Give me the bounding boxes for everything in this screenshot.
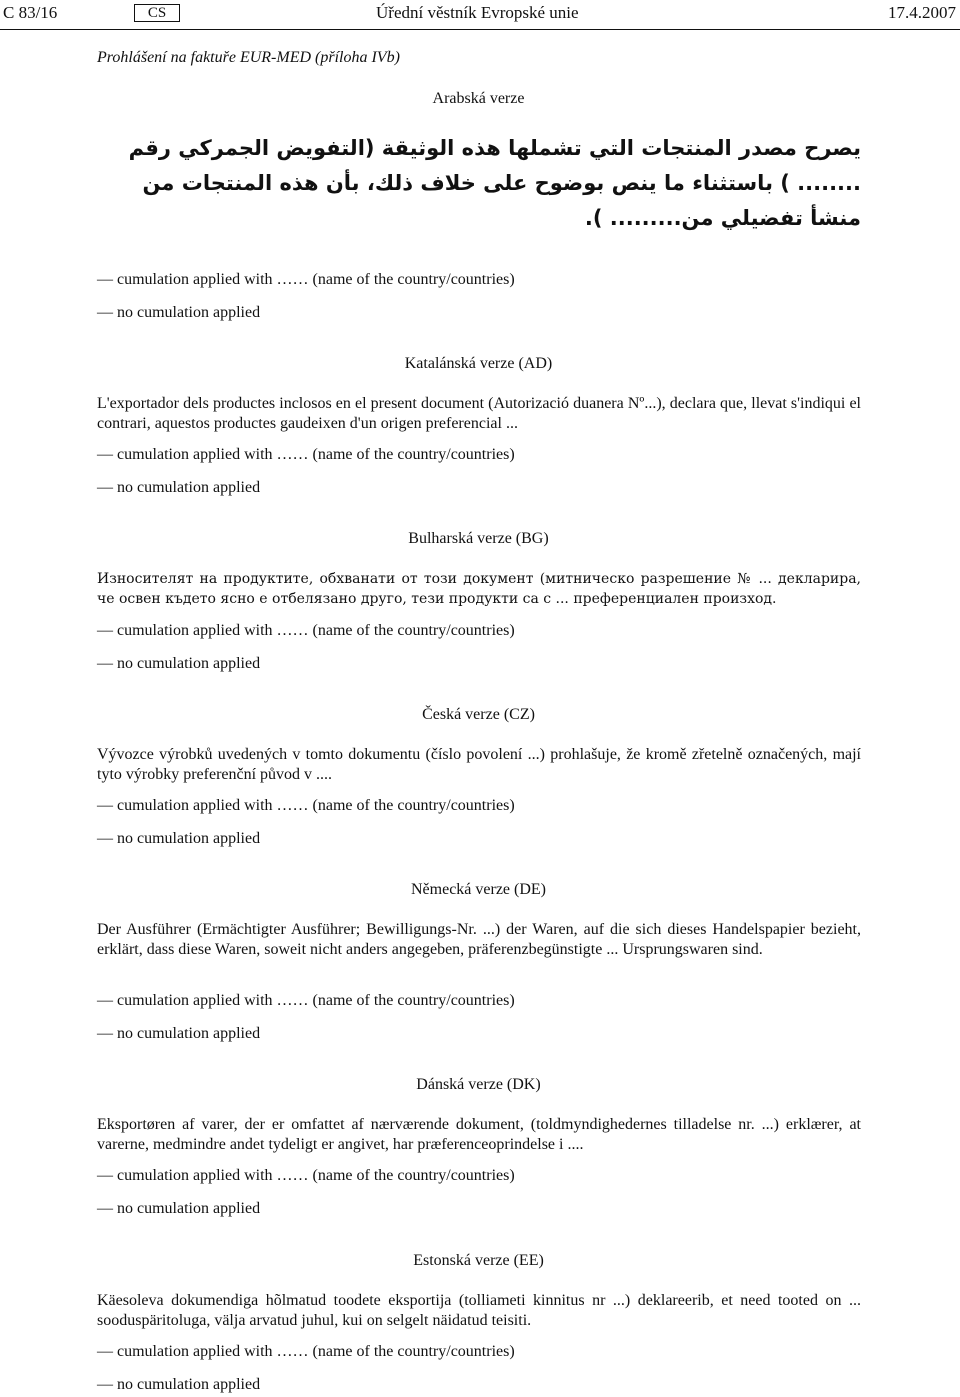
declaration-text-de: Der Ausführer (Ermächtigter Ausführer; Bewilligungs-Nr. ...) der Waren, auf die sich dieses Handelspapier bezieht, erklärt, dass diese Waren, soweit nicht anders angegeben, präferenzbegünstigte ... Ursprungswaren sind. (97, 921, 861, 958)
cumulation-applied-dk: — cumulation applied with …… (name of the country/countries) (97, 1167, 515, 1184)
section-heading-arabic: Arabská verze (432, 90, 525, 107)
cumulation-applied-de: — cumulation applied with …… (name of the country/countries) (97, 992, 515, 1009)
no-cumulation-cz: — no cumulation applied (97, 830, 261, 847)
cumulation-applied-ee: — cumulation applied with …… (name of the country/countries) (97, 1343, 515, 1360)
cumulation-applied-arabic: — cumulation applied with …… (name of the country/countries) (97, 271, 515, 288)
declaration-text-ad: L'exportador dels productes inclosos en el present document (Autorizació duanera Nº...), declara que, llevat s'indiqui el contrari, aquestos productes gaudeixen d'un origen preferencial ... (97, 395, 861, 432)
cumulation-applied-bg: — cumulation applied with …… (name of the country/countries) (97, 622, 515, 639)
section-heading-de: Německá verze (DE) (410, 881, 547, 898)
no-cumulation-bg: — no cumulation applied (97, 655, 261, 672)
page-reference: C 83/16 (3, 3, 58, 22)
no-cumulation-ee: — no cumulation applied (97, 1376, 261, 1393)
section-heading-cz: Česká verze (CZ) (422, 706, 535, 723)
declaration-text-cz: Vývozce výrobků uvedených v tomto dokumentu (číslo povolení ...) prohlašuje, že kromě zřetelně označených, mají tyto výrobky preferenční původ v .... (97, 746, 861, 783)
section-heading-ad: Katalánská verze (AD) (404, 355, 553, 372)
declaration-text-dk: Eksportøren af varer, der er omfattet af nærværende dokument, (toldmyndighedernes tilladelse nr. ...) erklærer, at varerne, medmindre andet tydeligt er angivet, har præferenceoprindelse i .... (97, 1116, 861, 1153)
section-heading-ee: Estonská verze (EE) (413, 1252, 544, 1269)
publication-date: 17.4.2007 (888, 3, 956, 22)
declaration-text-bg: Износителят на продуктите, обхванати от този документ (митническо разрешение № ... декларира, че освен където ясно е отбелязано друго, тези продукти са с ... преференциален произход. (97, 571, 861, 607)
no-cumulation-arabic: — no cumulation applied (97, 304, 261, 321)
no-cumulation-ad: — no cumulation applied (97, 479, 261, 496)
cumulation-applied-cz: — cumulation applied with …… (name of the country/countries) (97, 797, 515, 814)
no-cumulation-dk: — no cumulation applied (97, 1200, 261, 1217)
language-code-box: CS (134, 4, 180, 22)
journal-title: Úřední věstník Evropské unie (376, 3, 579, 22)
document-subtitle: Prohlášení na faktuře EUR-MED (příloha IVb) (97, 49, 400, 66)
cumulation-applied-ad: — cumulation applied with …… (name of the country/countries) (97, 446, 515, 463)
declaration-text-ee: Käesoleva dokumendiga hõlmatud toodete eksportija (tolliameti kinnitus nr ...) deklareerib, et need tooted on ... sooduspäritoluga, välja arvatud juhul, kui on selgelt näidatud teisiti. (97, 1292, 861, 1329)
section-heading-bg: Bulharská verze (BG) (408, 530, 549, 547)
declaration-text-arabic: يصرح مصدر المنتجات التي تشملها هذه الوثيقة (التفويض الجمركي رقم ........ ) باستثناء ما ينص بوضوح على خلاف ذلك، بأن هذه المنتجات من منشأ تفضيلي من......... ). (128, 136, 861, 230)
no-cumulation-de: — no cumulation applied (97, 1025, 261, 1042)
header-divider (0, 29, 960, 30)
section-heading-dk: Dánská verze (DK) (416, 1076, 541, 1093)
